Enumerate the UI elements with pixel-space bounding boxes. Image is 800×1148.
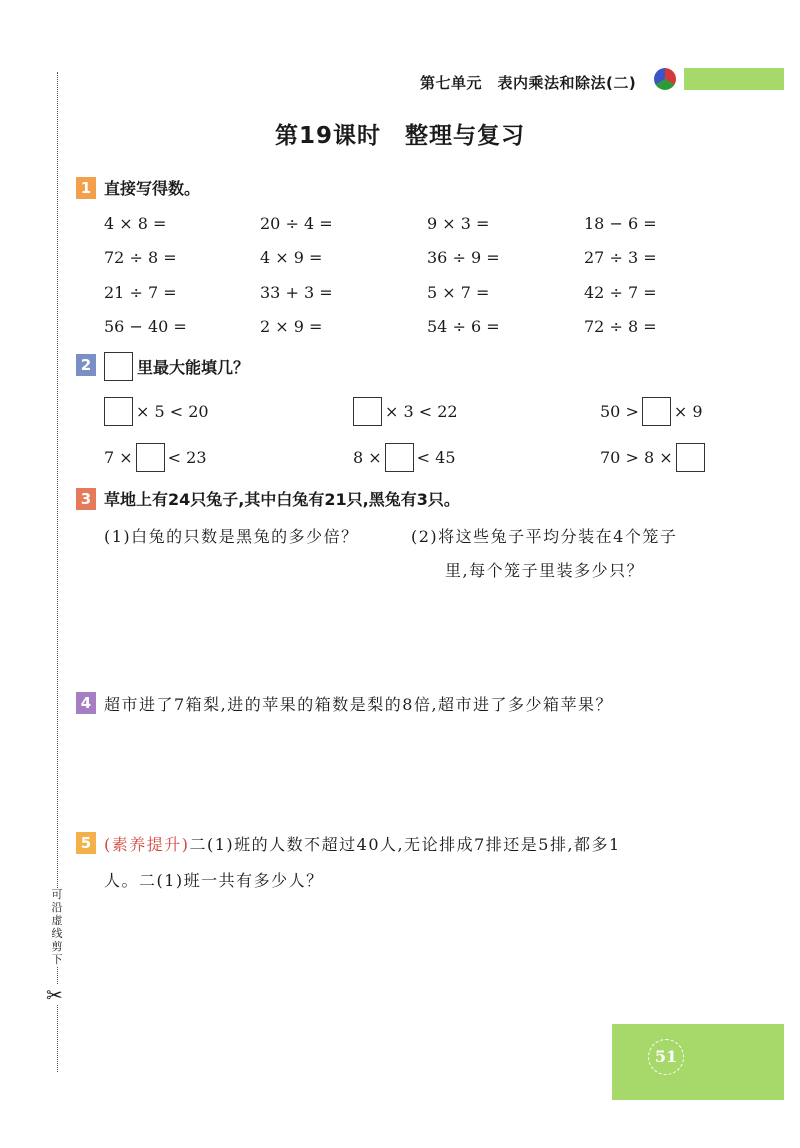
question-2-title [104, 352, 249, 381]
question-number-4: 4 [76, 692, 96, 714]
answer-box[interactable] [104, 352, 133, 381]
calc-item: 4 × 8 = [104, 214, 167, 233]
calc-item: 56 − 40 = [104, 317, 187, 336]
question-3-sub-2-cont: 里,每个笼子里装多少只？ [445, 561, 645, 580]
inequality-text: 70 > 8 × [600, 448, 673, 467]
calc-item: 72 ÷ 8 = [584, 317, 657, 336]
question-number-1: 1 [76, 177, 96, 199]
scissors-icon: ✂ [46, 983, 63, 1007]
inequality-e [353, 443, 456, 472]
calc-item: 27 ÷ 3 = [584, 248, 657, 267]
calc-item: 4 × 9 = [260, 248, 323, 267]
calc-item: 36 ÷ 9 = [427, 248, 500, 267]
inequality-text: < 45 [416, 448, 456, 467]
question-1-title: 直接写得数。 [104, 179, 201, 198]
inequality-c [600, 397, 703, 426]
answer-box[interactable] [676, 443, 705, 472]
page-corner [612, 1024, 784, 1100]
inequality-text: × 5 < 20 [136, 402, 209, 421]
question-number-2: 2 [76, 354, 96, 376]
question-number-5: 5 [76, 832, 96, 854]
cut-note: 可沿虚线剪下 [49, 888, 65, 966]
answer-box[interactable] [136, 443, 165, 472]
calc-item: 42 ÷ 7 = [584, 283, 657, 302]
answer-box[interactable] [642, 397, 671, 426]
inequality-text: 7 × [104, 448, 133, 467]
calc-item: 5 × 7 = [427, 283, 490, 302]
calc-item: 72 ÷ 8 = [104, 248, 177, 267]
calc-item: 20 ÷ 4 = [260, 214, 333, 233]
inequality-text: 50 > [600, 402, 639, 421]
question-5-line-2: 人。二(1)班一共有多少人？ [104, 871, 324, 890]
question-2-title-text: 里最大能填几？ [137, 358, 250, 377]
question-5-text: 二(1)班的人数不超过40人,无论排成7排还是5排,都多1 [189, 835, 621, 854]
inequality-text: × 9 [673, 402, 703, 421]
calc-item: 21 ÷ 7 = [104, 283, 177, 302]
calc-item: 2 × 9 = [260, 317, 323, 336]
question-3-sub-2: (2)将这些兔子平均分装在4个笼子 [411, 527, 678, 546]
skill-tag: (素养提升) [104, 835, 190, 854]
inequality-a [104, 397, 209, 426]
header-bar [684, 68, 784, 90]
calc-item: 9 × 3 = [427, 214, 490, 233]
unit-header: 第七单元 表内乘法和除法(二) [420, 74, 637, 92]
answer-box[interactable] [353, 397, 382, 426]
question-3-title: 草地上有24只兔子,其中白兔有21只,黑兔有3只。 [104, 490, 460, 509]
inequality-text: < 23 [167, 448, 207, 467]
question-4-text: 超市进了7箱梨,进的苹果的箱数是梨的8倍,超市进了多少箱苹果？ [104, 695, 614, 714]
lesson-title: 第19课时 整理与复习 [274, 123, 525, 149]
question-5-line-1 [104, 832, 621, 855]
question-number-3: 3 [76, 488, 96, 510]
answer-box[interactable] [104, 397, 133, 426]
page-number: 51 [648, 1039, 684, 1075]
inequality-text: × 3 < 22 [385, 402, 458, 421]
inequality-d [104, 443, 207, 472]
question-3-sub-1: (1)白兔的只数是黑兔的多少倍？ [104, 527, 359, 546]
inequality-f [600, 443, 705, 472]
answer-box[interactable] [385, 443, 414, 472]
inequality-text: 8 × [353, 448, 382, 467]
calc-item: 54 ÷ 6 = [427, 317, 500, 336]
calc-item: 18 − 6 = [584, 214, 657, 233]
inequality-b [353, 397, 458, 426]
calc-item: 33 + 3 = [260, 283, 333, 302]
color-ball-icon [654, 68, 676, 90]
